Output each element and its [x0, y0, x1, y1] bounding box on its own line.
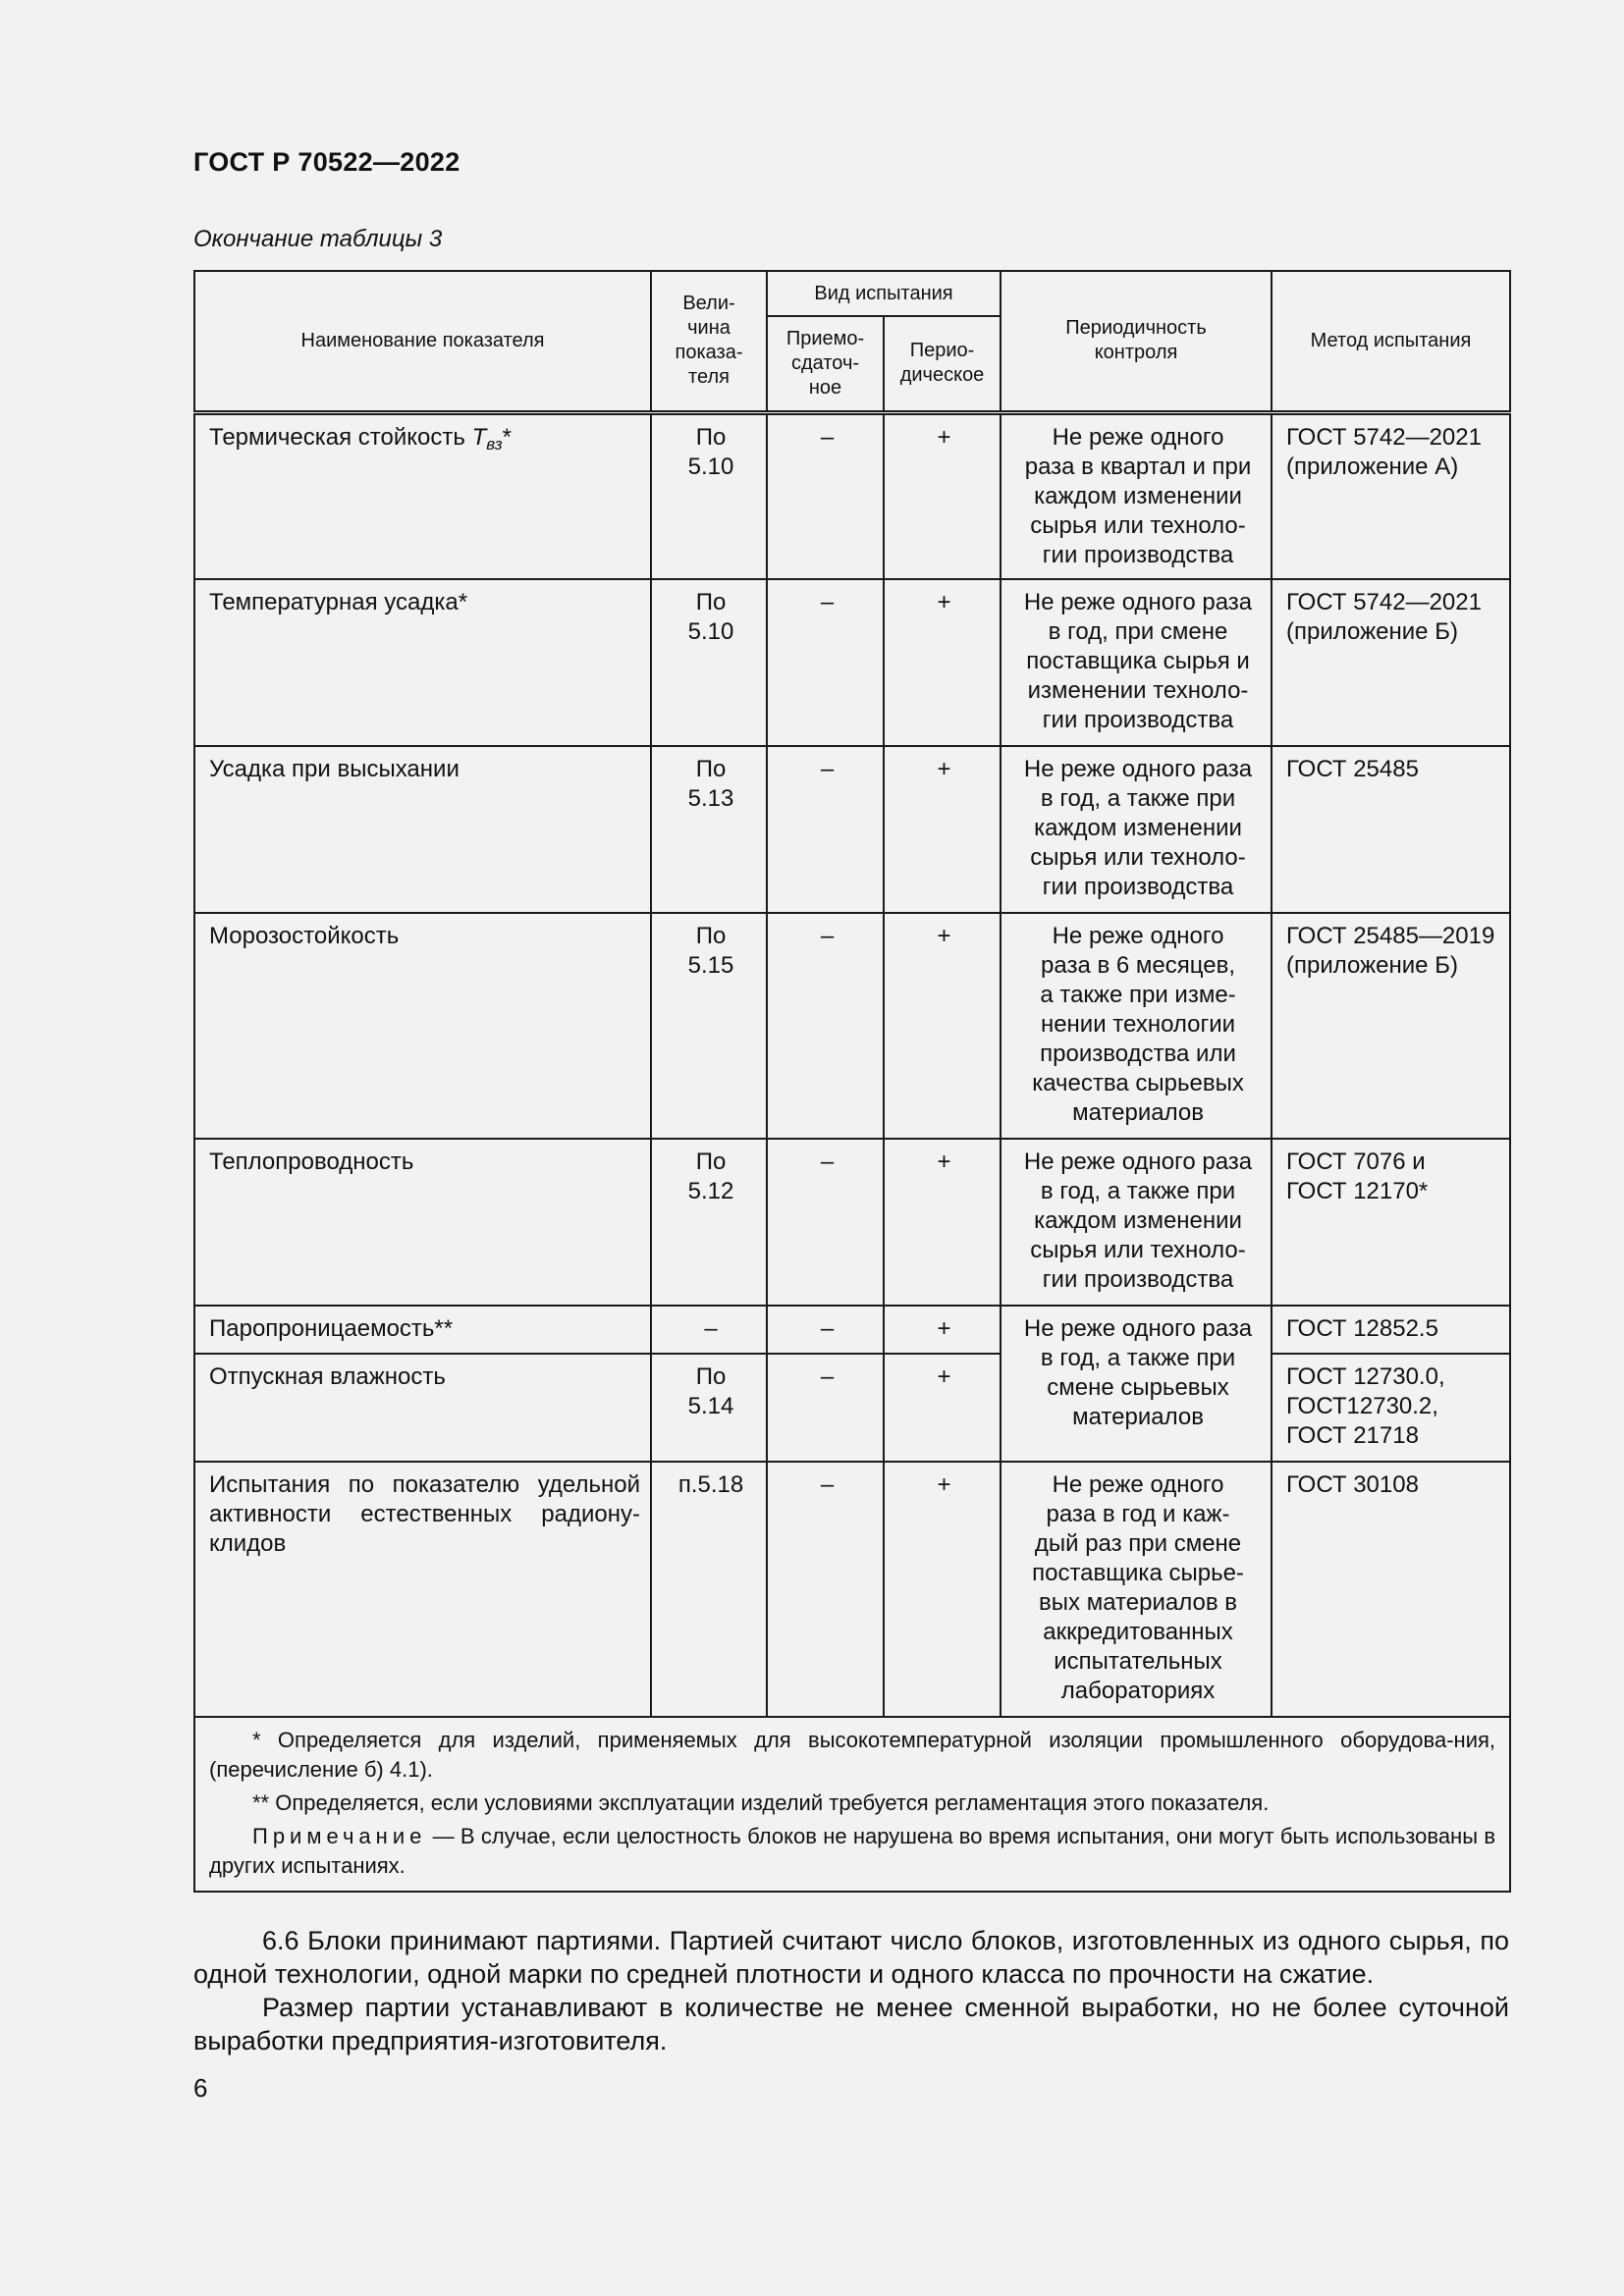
cell-periodic: + — [884, 746, 1001, 913]
cell-value: По 5.13 — [651, 746, 767, 913]
cell-acceptance: – — [767, 1354, 884, 1462]
table-row — [194, 1139, 1510, 1306]
header-method: Метод испытания — [1272, 271, 1510, 412]
cell-method: ГОСТ 12852.5 — [1272, 1306, 1510, 1354]
cell-value: По 5.14 — [651, 1354, 767, 1462]
cell-method: ГОСТ 5742—2021 (приложение Б) — [1272, 579, 1510, 746]
cell-value: По 5.12 — [651, 1139, 767, 1306]
table-3 — [193, 270, 1511, 1893]
cell-name: Паропроницаемость** — [194, 1306, 651, 1354]
body-text — [193, 1924, 1509, 2057]
paragraph-batch-size: Размер партии устанавливают в количестве не менее сменной выработки, но не более суточной выработки предприятия-изготовителя. — [193, 1993, 1509, 2056]
cell-method: ГОСТ 25485 — [1272, 746, 1510, 913]
cell-acceptance: – — [767, 913, 884, 1139]
cell-name: Термическая стойкость $T_{вз}*$ — [194, 412, 651, 579]
cell-value: По 5.10 — [651, 412, 767, 579]
cell-method: ГОСТ 7076 и ГОСТ 12170* — [1272, 1139, 1510, 1306]
header-value: Вели- чина показа- теля — [651, 271, 767, 412]
paragraph-6-6: 6.6 Блоки принимают партиями. Партией считают число блоков, изготовленных из одного сырья, по одной технологии, одной марки по средней плотности и одного класса по прочности на сжатие. — [193, 1926, 1509, 1989]
cell-periodicity: Не реже одного раза в год, а также при смене сырьевых материалов — [1001, 1306, 1272, 1462]
cell-method: ГОСТ 30108 — [1272, 1462, 1510, 1717]
cell-name: Усадка при высыхании — [194, 746, 651, 913]
cell-method: ГОСТ 5742—2021 (приложение А) — [1272, 412, 1510, 579]
table-row — [194, 1306, 1510, 1354]
cell-periodicity: Не реже одного раза в квартал и при каждом изменении сырья или техноло- гии производства — [1001, 412, 1272, 579]
header-test-type: Вид испытания — [767, 271, 1001, 316]
header-acceptance: Приемо- сдаточ- ное — [767, 316, 884, 412]
cell-name: Температурная усадка* — [194, 579, 651, 746]
table-notes — [194, 1717, 1510, 1892]
table-caption: Окончание таблицы 3 — [193, 226, 443, 252]
cell-periodicity: Не реже одного раза в год, а также при каждом изменении сырья или техноло- гии производства — [1001, 746, 1272, 913]
header-periodicity: Периодичность контроля — [1001, 271, 1272, 412]
cell-acceptance: – — [767, 579, 884, 746]
cell-periodic: + — [884, 1462, 1001, 1717]
cell-acceptance: – — [767, 746, 884, 913]
table-row — [194, 579, 1510, 746]
cell-method: ГОСТ 12730.0, ГОСТ12730.2, ГОСТ 21718 — [1272, 1354, 1510, 1462]
cell-value: По 5.10 — [651, 579, 767, 746]
cell-periodic: + — [884, 412, 1001, 579]
cell-periodic: + — [884, 1139, 1001, 1306]
cell-periodicity: Не реже одного раза в год и каж- дый раз при смене поставщика сырье- вых материалов в аккредитованных испытательных лабораториях — [1001, 1462, 1272, 1717]
table-row — [194, 412, 1510, 579]
remark-text: — В случае, если целостность блоков не нарушена во время испытания, они могут быть использованы в других испытаниях. — [209, 1824, 1496, 1878]
cell-periodic: + — [884, 1306, 1001, 1354]
cell-acceptance: – — [767, 1139, 884, 1306]
cell-name: Морозостойкость — [194, 913, 651, 1139]
cell-acceptance: – — [767, 1462, 884, 1717]
cell-value: По 5.15 — [651, 913, 767, 1139]
footnote-2: ** Определяется, если условиями эксплуатации изделий требуется регламентация этого показателя. — [252, 1790, 1270, 1815]
cell-periodic: + — [884, 913, 1001, 1139]
table-row — [194, 913, 1510, 1139]
page-number: 6 — [193, 2073, 208, 2103]
table-row — [194, 1354, 1510, 1462]
document-code: ГОСТ Р 70522—2022 — [193, 147, 460, 177]
cell-name: Испытания по показателю удельной активности естественных радиону-клидов — [194, 1462, 651, 1717]
table-remark — [209, 1822, 1495, 1881]
cell-periodicity: Не реже одного раза в год, при смене поставщика сырья и изменении техноло- гии производства — [1001, 579, 1272, 746]
cell-acceptance: – — [767, 412, 884, 579]
cell-periodicity: Не реже одного раза в 6 месяцев, а также при изме- нении технологии производства или качества сырьевых материалов — [1001, 913, 1272, 1139]
header-periodic: Перио- дическое — [884, 316, 1001, 412]
cell-value: п.5.18 — [651, 1462, 767, 1717]
remark-label: Примечание — [252, 1824, 427, 1848]
cell-periodic: + — [884, 1354, 1001, 1462]
table-row — [194, 746, 1510, 913]
cell-name: Теплопроводность — [194, 1139, 651, 1306]
cell-name: Отпускная влажность — [194, 1354, 651, 1462]
cell-method: ГОСТ 25485—2019 (приложение Б) — [1272, 913, 1510, 1139]
table-row — [194, 1462, 1510, 1717]
header-name: Наименование показателя — [194, 271, 651, 412]
cell-value: – — [651, 1306, 767, 1354]
footnote-1: * Определяется для изделий, применяемых для высокотемпературной изоляции промышленного оборудова-ния, (перечисление б) 4.1). — [209, 1728, 1496, 1782]
cell-periodic: + — [884, 579, 1001, 746]
cell-acceptance: – — [767, 1306, 884, 1354]
cell-periodicity: Не реже одного раза в год, а также при каждом изменении сырья или техноло- гии производства — [1001, 1139, 1272, 1306]
